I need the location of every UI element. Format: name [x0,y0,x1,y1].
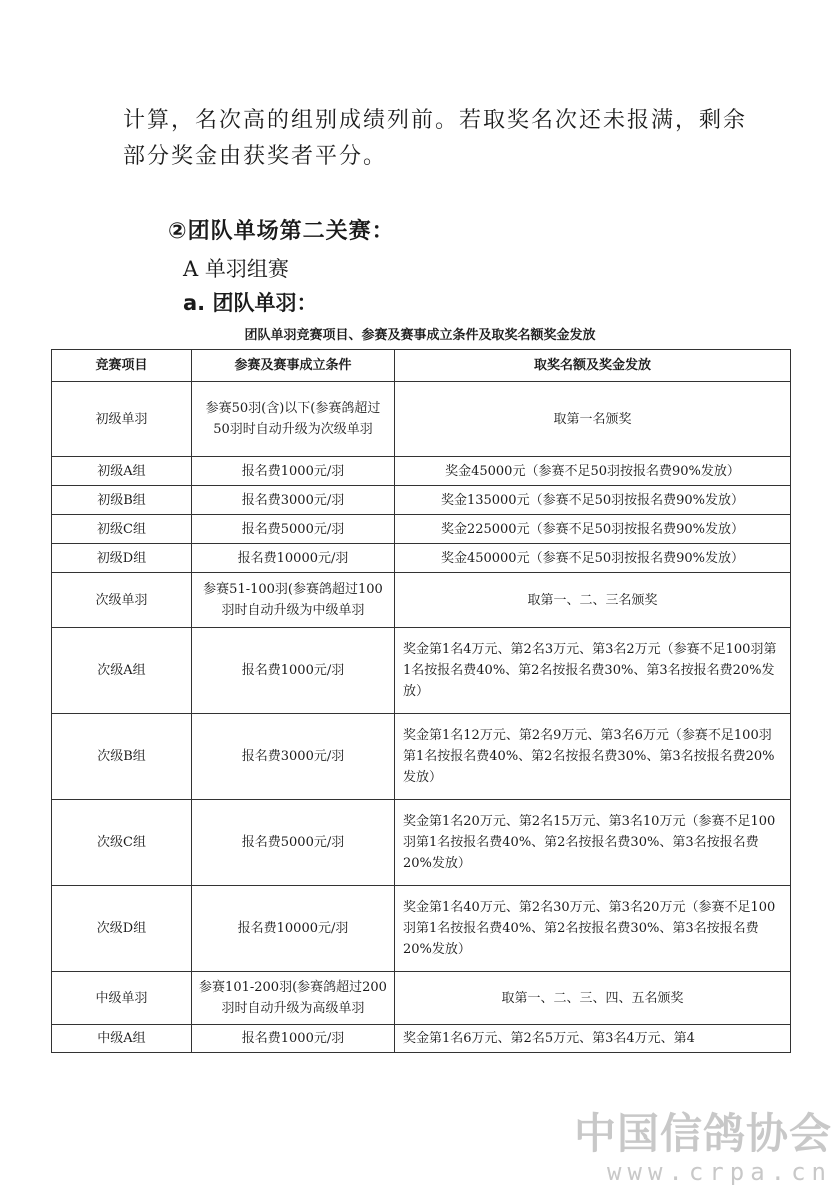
prize-table [51,349,791,1053]
condition-cell: 报名费1000元/羽 [192,628,395,714]
prize-cell: 奖金第1名6万元、第2名5万元、第3名4万元、第4 [395,1025,791,1053]
condition-cell: 报名费1000元/羽 [192,1025,395,1053]
subsection-heading: A 单羽组赛 [183,257,289,281]
prize-cell: 取第一名颁奖 [395,382,791,457]
table-row [52,382,791,457]
condition-cell: 参赛101-200羽(参赛鸽超过200羽时自动升级为高级单羽 [192,972,395,1025]
condition-cell: 报名费1000元/羽 [192,457,395,486]
event-cell: 次级B组 [52,714,192,800]
column-header: 参赛及赛事成立条件 [192,350,395,382]
condition-cell: 报名费3000元/羽 [192,486,395,515]
table-row [52,628,791,714]
event-cell: 中级单羽 [52,972,192,1025]
table-header-row [52,350,791,382]
table-row [52,1025,791,1053]
prize-cell: 取第一、二、三名颁奖 [395,573,791,628]
event-cell: 初级C组 [52,515,192,544]
event-cell: 初级B组 [52,486,192,515]
prize-cell: 奖金450000元（参赛不足50羽按报名费90%发放） [395,544,791,573]
watermark [574,1110,832,1186]
column-header: 竞赛项目 [52,350,192,382]
prize-cell: 奖金第1名40万元、第2名30万元、第3名20万元（参赛不足100羽第1名按报名费40%、第2名按报名费30%、第3名按报名费20%发放） [395,886,791,972]
table-row [52,457,791,486]
table-row [52,544,791,573]
condition-cell: 参赛51-100羽(参赛鸽超过100羽时自动升级为中级单羽 [192,573,395,628]
section-heading: ②团队单场第二关赛： [168,219,395,244]
condition-cell: 报名费5000元/羽 [192,800,395,886]
table-row [52,486,791,515]
prize-cell: 奖金第1名12万元、第2名9万元、第3名6万元（参赛不足100羽第1名按报名费40%、第2名按报名费30%、第3名按报名费20%发放） [395,714,791,800]
prize-cell: 奖金225000元（参赛不足50羽按报名费90%发放） [395,515,791,544]
prize-cell: 取第一、二、三、四、五名颁奖 [395,972,791,1025]
condition-cell: 报名费3000元/羽 [192,714,395,800]
event-cell: 初级D组 [52,544,192,573]
table-row [52,714,791,800]
condition-cell: 报名费10000元/羽 [192,544,395,573]
watermark-name: 中国信鸽协会 [573,1109,832,1158]
prize-cell: 奖金第1名20万元、第2名15万元、第3名10万元（参赛不足100羽第1名按报名费40%、第2名按报名费30%、第3名按报名费20%发放） [395,800,791,886]
event-cell: 中级A组 [52,1025,192,1053]
prize-cell: 奖金135000元（参赛不足50羽按报名费90%发放） [395,486,791,515]
paragraph-line-1: 计算，名次高的组别成绩列前。若取奖名次还未报满，剩余 [123,108,748,133]
table-row [52,573,791,628]
event-cell: 次级单羽 [52,573,192,628]
prize-cell: 奖金45000元（参赛不足50羽按报名费90%发放） [395,457,791,486]
event-cell: 初级A组 [52,457,192,486]
event-cell: 初级单羽 [52,382,192,457]
sub-subsection-heading: a. 团队单羽： [183,291,318,315]
table-row [52,515,791,544]
event-cell: 次级D组 [52,886,192,972]
prize-cell: 奖金第1名4万元、第2名3万元、第3名2万元（参赛不足100羽第1名按报名费40%、第2名按报名费30%、第3名按报名费20%发放） [395,628,791,714]
paragraph-line-2: 部分奖金由获奖者平分。 [123,144,388,169]
condition-cell: 参赛50羽(含)以下(参赛鸽超过50羽时自动升级为次级单羽 [192,382,395,457]
table-row [52,972,791,1025]
watermark-url: www.crpa.cn [607,1158,832,1186]
condition-cell: 报名费5000元/羽 [192,515,395,544]
event-cell: 次级A组 [52,628,192,714]
condition-cell: 报名费10000元/羽 [192,886,395,972]
table-row [52,800,791,886]
event-cell: 次级C组 [52,800,192,886]
column-header: 取奖名额及奖金发放 [395,350,791,382]
table-row [52,886,791,972]
table-caption: 团队单羽竞赛项目、参赛及赛事成立条件及取奖名额奖金发放 [244,328,596,343]
